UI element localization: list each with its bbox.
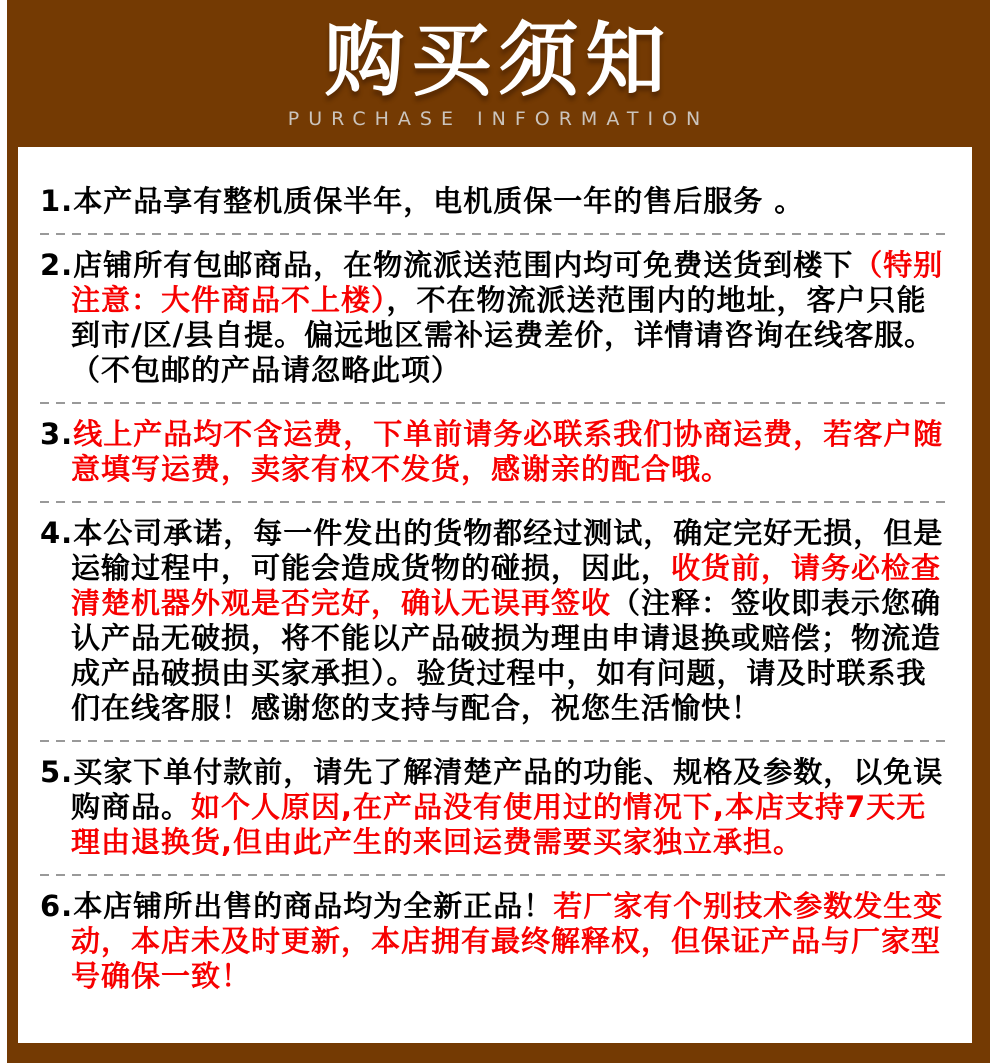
notice-item — [40, 876, 948, 1008]
notice-text: 4.本公司承诺，每一件发出的货物都经过测试，确定完好无损，但是运输过程中，可能会造成货物的碰损，因此， — [40, 516, 944, 585]
notice-text: 2.店铺所有包邮商品，在物流派送范围内均可免费送货到楼下 — [40, 248, 854, 282]
notice-item — [40, 404, 948, 501]
brown-frame — [7, 0, 990, 1063]
notice-item — [40, 171, 948, 233]
notice-text-red: （特别注意：大件商品不上楼） — [71, 248, 944, 317]
notice-text-red: 如个人原因,在产品没有使用过的情况下,本店支持7天无理由退换货,但由此产生的来回运费需要买家独立承担。 — [71, 790, 927, 859]
notice-text-red: 若厂家有个别技术参数发生变动，本店未及时更新，本店拥有最终解释权，但保证产品与厂家型号确保一致！ — [71, 889, 944, 993]
notice-item — [40, 235, 948, 402]
notice-text-red: 收货前，请务必检查清楚机器外观是否完好，确认无误再签收 — [71, 551, 942, 620]
page-subtitle: PURCHASE INFORMATION — [287, 108, 710, 130]
notice-text: 6.本店铺所出售的商品均为全新正品！ — [40, 889, 554, 923]
notice-item — [40, 742, 948, 874]
notice-panel — [18, 147, 972, 1043]
notice-item — [40, 503, 948, 740]
notice-text-red: 线上产品均不含运费，下单前请务必联系我们协商运费，若客户随意填写运费，卖家有权不发货，感谢亲的配合哦。 — [71, 417, 944, 486]
header — [7, 0, 990, 147]
notice-list — [40, 171, 948, 1008]
notice-text: （注释：签收即表示您确认产品无破损，将不能以产品破损为理由申请退换或赔偿；物流造成产品破损由买家承担）。验货过程中，如有问题，请及时联系我们在线客服！感谢您的支持与配合，祝您生活愉快！ — [71, 586, 942, 725]
notice-text: 3. — [40, 417, 74, 451]
notice-text: 1.本产品享有整机质保半年，电机质保一年的售后服务 。 — [40, 184, 805, 218]
notice-text: ，不在物流派送范围内的地址，客户只能到市/区/县自提。偏远地区需补运费差价，详情请咨询在线客服。（不包邮的产品请忽略此项） — [71, 283, 935, 387]
page-title: 购买须知 — [324, 14, 673, 107]
notice-text: 5.买家下单付款前，请先了解清楚产品的功能、规格及参数，以免误购商品。 — [40, 755, 944, 824]
